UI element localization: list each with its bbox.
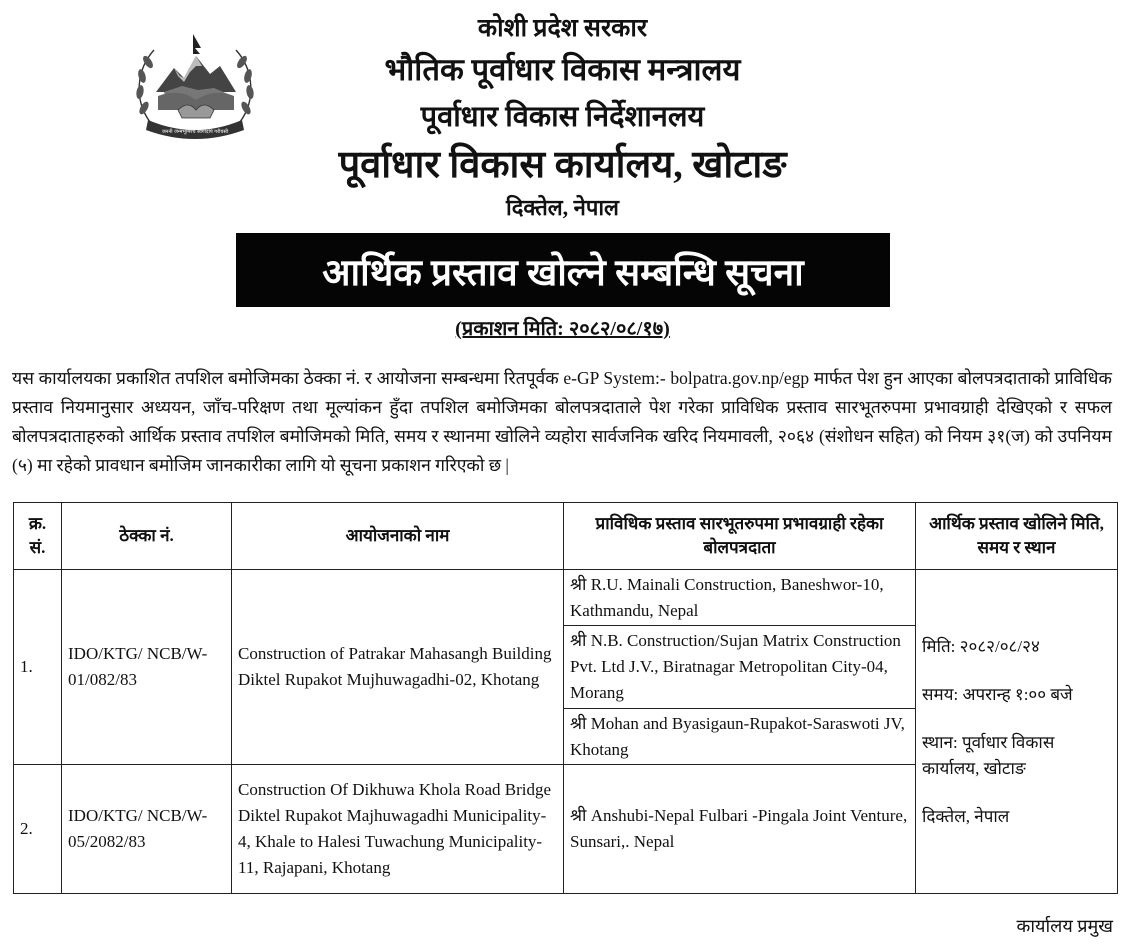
header-location: दिक्तेल, नेपाल — [506, 195, 619, 220]
row-sn: 2. — [14, 765, 62, 894]
table-row — [14, 570, 1118, 626]
row-contract-no: IDO/KTG/ NCB/W-01/082/83 — [62, 570, 232, 765]
opening-time: समय: अपरान्ह १:०० बजे — [922, 684, 1073, 704]
row-bidder: श्री N.B. Construction/Sujan Matrix Construction Pvt. Ltd J.V., Biratnagar Metropolitan City-04, Morang — [564, 626, 916, 709]
header-contract-no: ठेक्का नं. — [62, 503, 232, 570]
opening-place-town: दिक्तेल, नेपाल — [922, 806, 1010, 826]
header-ministry: भौतिक पूर्वाधार विकास मन्त्रालय — [384, 52, 741, 87]
row-bidder: श्री Mohan and Byasigaun-Rupakot-Saraswoti JV, Khotang — [564, 709, 916, 765]
row-project-name: Construction of Patrakar Mahasangh Building Diktel Rupakot Mujhuwagadhi-02, Khotang — [232, 570, 564, 765]
header-opening-info: आर्थिक प्रस्ताव खोलिने मिति, समय र स्थान — [916, 503, 1118, 570]
opening-date: मिति: २०८२/०८/२४ — [922, 636, 1040, 656]
bid-opening-table — [13, 502, 1118, 894]
header-office: पूर्वाधार विकास कार्यालय, खोटाङ — [338, 144, 787, 186]
header-project-name: आयोजनाको नाम — [232, 503, 564, 570]
notice-title: आर्थिक प्रस्ताव खोल्ने सम्बन्धि सूचना — [236, 233, 890, 307]
opening-info-cell — [916, 570, 1118, 894]
svg-text:जननी जन्मभूमिश्च स्वर्गादपि गर: जननी जन्मभूमिश्च स्वर्गादपि गरीयसी — [161, 129, 229, 135]
notice-body: यस कार्यालयका प्रकाशित तपशिल बमोजिमका ठेक्का नं. र आयोजना सम्बन्धमा रितपूर्वक e-GP System:- bolpatra.gov.np/egp मार्फत पेश हुन आएका बोलपत्रदाताको प्राविधिक प्रस्ताव नियमानुसार अध्ययन, जाँच-परिक्षण तथा मूल्यांकन हुँदा तपशिल बमोजिमका बोलपत्रदाताले पेश गरेका प्राविधिक प्रस्ताव सारभूतरुपमा प्रभावग्राही देखिएको र सफल बोलपत्रदाताहरुको आर्थिक प्रस्ताव तपशिल बमोजिमको मिति, समय र स्थानमा खोलिने व्यहोरा सार्वजनिक खरिद नियमावली, २०६४ (संशोधन सहित) को नियम ३१(ज) को उपनियम (५) मा रहेको प्रावधान बमोजिम जानकारीका लागि यो सूचना प्रकाशन गरिएको छ | — [12, 368, 1112, 475]
publication-date: (प्रकाशन मिति: २०८२/०८/१७) — [455, 318, 670, 340]
row-project-name: Construction Of Dikhuwa Khola Road Bridge Diktel Rupakot Majhuwagadhi Municipality-4, Khale to Halesi Tuwachung Municipality-11, Rajapani, Khotang — [232, 765, 564, 894]
row-contract-no: IDO/KTG/ NCB/W-05/2082/83 — [62, 765, 232, 894]
header-bidders: प्राविधिक प्रस्ताव सारभूतरुपमा प्रभावग्राही रहेका बोलपत्रदाता — [564, 503, 916, 570]
row-bidder: श्री R.U. Mainali Construction, Baneshwor-10, Kathmandu, Nepal — [564, 570, 916, 626]
header-province: कोशी प्रदेश सरकार — [477, 15, 648, 42]
row-sn: 1. — [14, 570, 62, 765]
table-header-row — [14, 503, 1118, 570]
row-bidder: श्री Anshubi-Nepal Fulbari -Pingala Joint Venture, Sunsari,. Nepal — [564, 765, 916, 894]
signature-office-chief: कार्यालय प्रमुख — [1016, 916, 1113, 936]
header-sn: क्र. सं. — [14, 503, 62, 570]
opening-place: स्थान: पूर्वाधार विकास कार्यालय, खोटाङ — [922, 732, 1055, 778]
header-directorate: पूर्वाधार विकास निर्देशानलय — [420, 101, 705, 133]
